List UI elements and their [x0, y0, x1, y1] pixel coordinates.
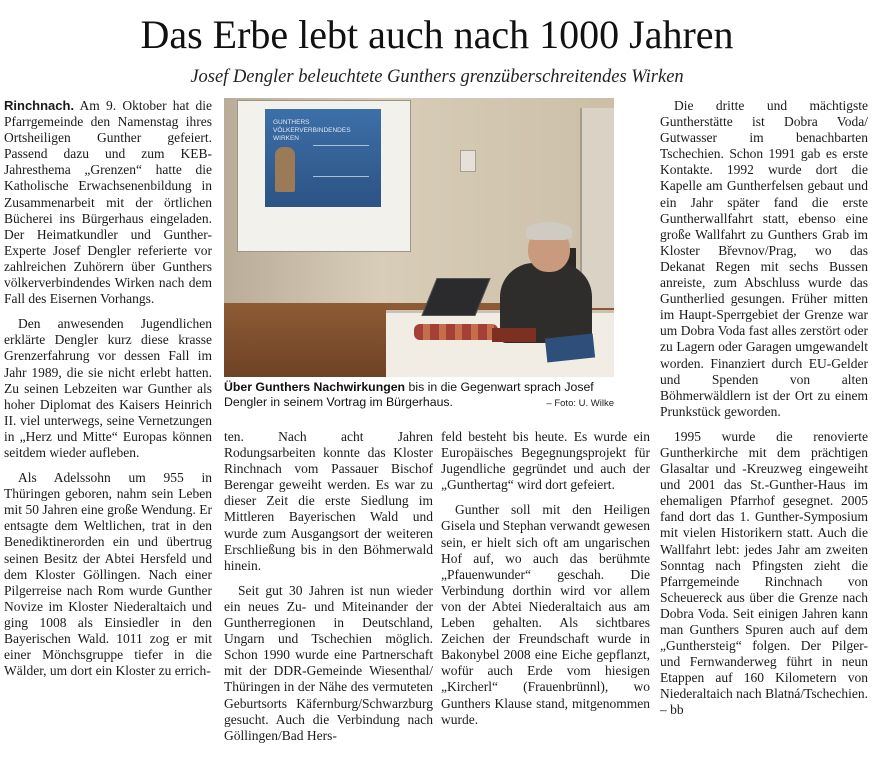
table-decoration: [414, 324, 498, 340]
paragraph: 1995 wurde die renovierte Guntherkirche mit dem prächtigen Glasaltar und -Kreuzweg eingeweiht und 2001 das St.-Gunther-Haus im ehemaligen Pfarrhof gesegnet. 2005 fand dort das 1. Gunther-Symposium mit vielen Historikern statt. Auch die Wallfahrt lebt: jedes Jahr am zweiten Sonntag nach Pfingsten zieht die Pfarrgemeinde Rinchnach von Scheuereck aus über die Grenze nach Dobra Voda. Seit einigen Jahren kann man Gunthers Spuren auch auf dem „Gunthersteig“ folgen. Der Pilger- und Fernwanderweg führt in neun Etappen auf 160 Kilometern von Niederaltaich nach Blatná/Tschechien. – bb: [660, 428, 868, 718]
slide-text-lines: [313, 145, 369, 177]
brochure: [545, 334, 595, 363]
article-column-4: [660, 98, 868, 719]
subheadline: Josef Dengler beleuchtete Gunthers grenzüberschreitendes Wirken: [190, 67, 684, 87]
paragraph: Seit gut 30 Jahren ist nun wieder ein neues Zu- und Miteinander der Guntherregionen in Deutschland, Ungarn und Tschechien möglich. Schon 1990 wurde eine Partnerschaft mit der DDR-Gemeinde Wiesenthal/ Thüringen in der Nähe des vermuteten Geburtsorts Käfernburg/Schwarzburg gesucht. Auch die Verbindung nach Göllingen/Bad Hers-: [224, 582, 433, 743]
slide-title: GUNTHERS VÖLKERVERBINDENDES WIRKEN: [273, 119, 351, 142]
wall-switch: [460, 150, 476, 172]
article-column-2: [224, 429, 433, 744]
article-column-3: [441, 429, 650, 728]
article-column-1: [4, 98, 212, 679]
paragraph: Gunther soll mit den Heiligen Gisela und Stephan verwandt gewesen sein, er hielt sich oft am ungarischen Hof auf, wo auch das berühmte „Pfauenwunder“ geschah. Die Verbindung dorthin wird vor allem von der Abtei Niederaltaich aus am Leben gehalten. Als sichtbares Zeichen der Freundschaft wurde in Bakonybel 2008 eine Eiche gepflanzt, wofür auch Erde vom hiesigen „Kircherl“ (Frauenbrünnl), wo Gunthers Klause stand, mitgenommen wurde.: [441, 502, 650, 727]
caption-bold: Über Gunthers Nachwirkungen: [224, 380, 406, 394]
projected-slide: [265, 109, 381, 207]
speaker-hair: [526, 222, 572, 240]
paragraph: Die dritte und mächtigste Guntherstätte ist Dobra Voda/ Gutwasser im benachbarten Tschechien. Schon 1991 gab es erste Kontakte. 1992 wurde dort die Kapelle am Guntherfelsen gebaut und ein Jahr später fand die erste Guntherwallfahrt statt, ebenso eine große Wallfahrt zu Gunthers Grab im Kloster Břevnov/Prag, wo das Dekanat Regen mit sechs Bussen anreiste, zum Abschluss wurde das Guntherlied gesungen. Früher mitten im Haupt-Sperrgebiet der Grenze war um Dobra Voda fast alles zerstört oder zu Lagern oder Garagen umgewandelt worden. Finanziert durch EU-Gelder und Spenden von alten Böhmerwäldlern ist der Ort zu einem Prunkstück geworden.: [660, 98, 868, 419]
article-photo: [224, 98, 614, 377]
projection-screen: [237, 100, 411, 252]
paragraph: feld besteht bis heute. Es wurde ein Europäisches Begegnungsprojekt für Jugendliche gegründet und auch der „Gunthertag“ wird dort gefeiert.: [441, 429, 650, 493]
dateline-place: Rinchnach.: [4, 98, 75, 113]
paragraph: Am 9. Oktober hat die Pfarrgemeinde den Namenstag ihres Ortsheiligen Gunther gefeiert. Passend dazu und zum KEB-Jahresthema „Grenzen“ hatte die Katholische Erwachsenenbildung in Zusammenarbeit mit der örtlichen Bücherei ins Bürgerhaus eingeladen. Der Heimatkundler und Gunther-Experte Josef Dengler referierte vor zahlreichen Zuhörern über Gunthers völkerverbindendes Wirken nach dem Fall des Eisernen Vorhangs.: [4, 98, 212, 307]
paragraph: Als Adelssohn um 955 in Thüringen geboren, nahm sein Leben mit 50 Jahren eine große Wendung. Er entsagte dem Weltlichen, trat in den Benediktinerorden ein und übertrug seinen Besitz der Abtei Hersfeld und dem Kloster Göllingen. Nach einer Pilgerreise nach Rom wurde Gunther Novize im Kloster Niederaltaich und ging 1008 als Einsiedler in den Bayerischen Wald. 1011 zog er mit einer Mönchsgruppe tiefer in die Wälder, um dort ein Kloster zu errich-: [4, 470, 212, 679]
paragraph: Den anwesenden Jugendlichen erklärte Dengler kurz diese krasse Grenzerfahrung vor dessen Fall im Jahr 1989, die sie nicht erlebt hatten. Zu seinen Lebzeiten war Gunther als hoher Diplomat des Kaisers Heinrich II. viel unterwegs, seine Vernetzungen in „Herz und Mitte“ Europas können seitdem wieder aufleben.: [4, 316, 212, 460]
photo-credit: – Foto: U. Wilke: [546, 398, 614, 409]
book: [492, 328, 536, 342]
paragraph: ten. Nach acht Jahren Rodungsarbeiten konnte das Kloster Rinchnach vom Passauer Bischof Berengar geweiht werden. Es war zu dieser Zeit die erste Siedlung im Mittleren Bayerischen Wald und wurde zum Ausgangsort der weiteren Erschließung bis in den Böhmerwald hinein.: [224, 429, 433, 573]
caption-text: bis in die Gegenwart sprach Josef Dengler in seinem Vortrag im Bürgerhaus.: [224, 380, 594, 409]
headline: Das Erbe lebt auch nach 1000 Jahren: [140, 12, 734, 57]
slide-figure: [275, 147, 295, 192]
